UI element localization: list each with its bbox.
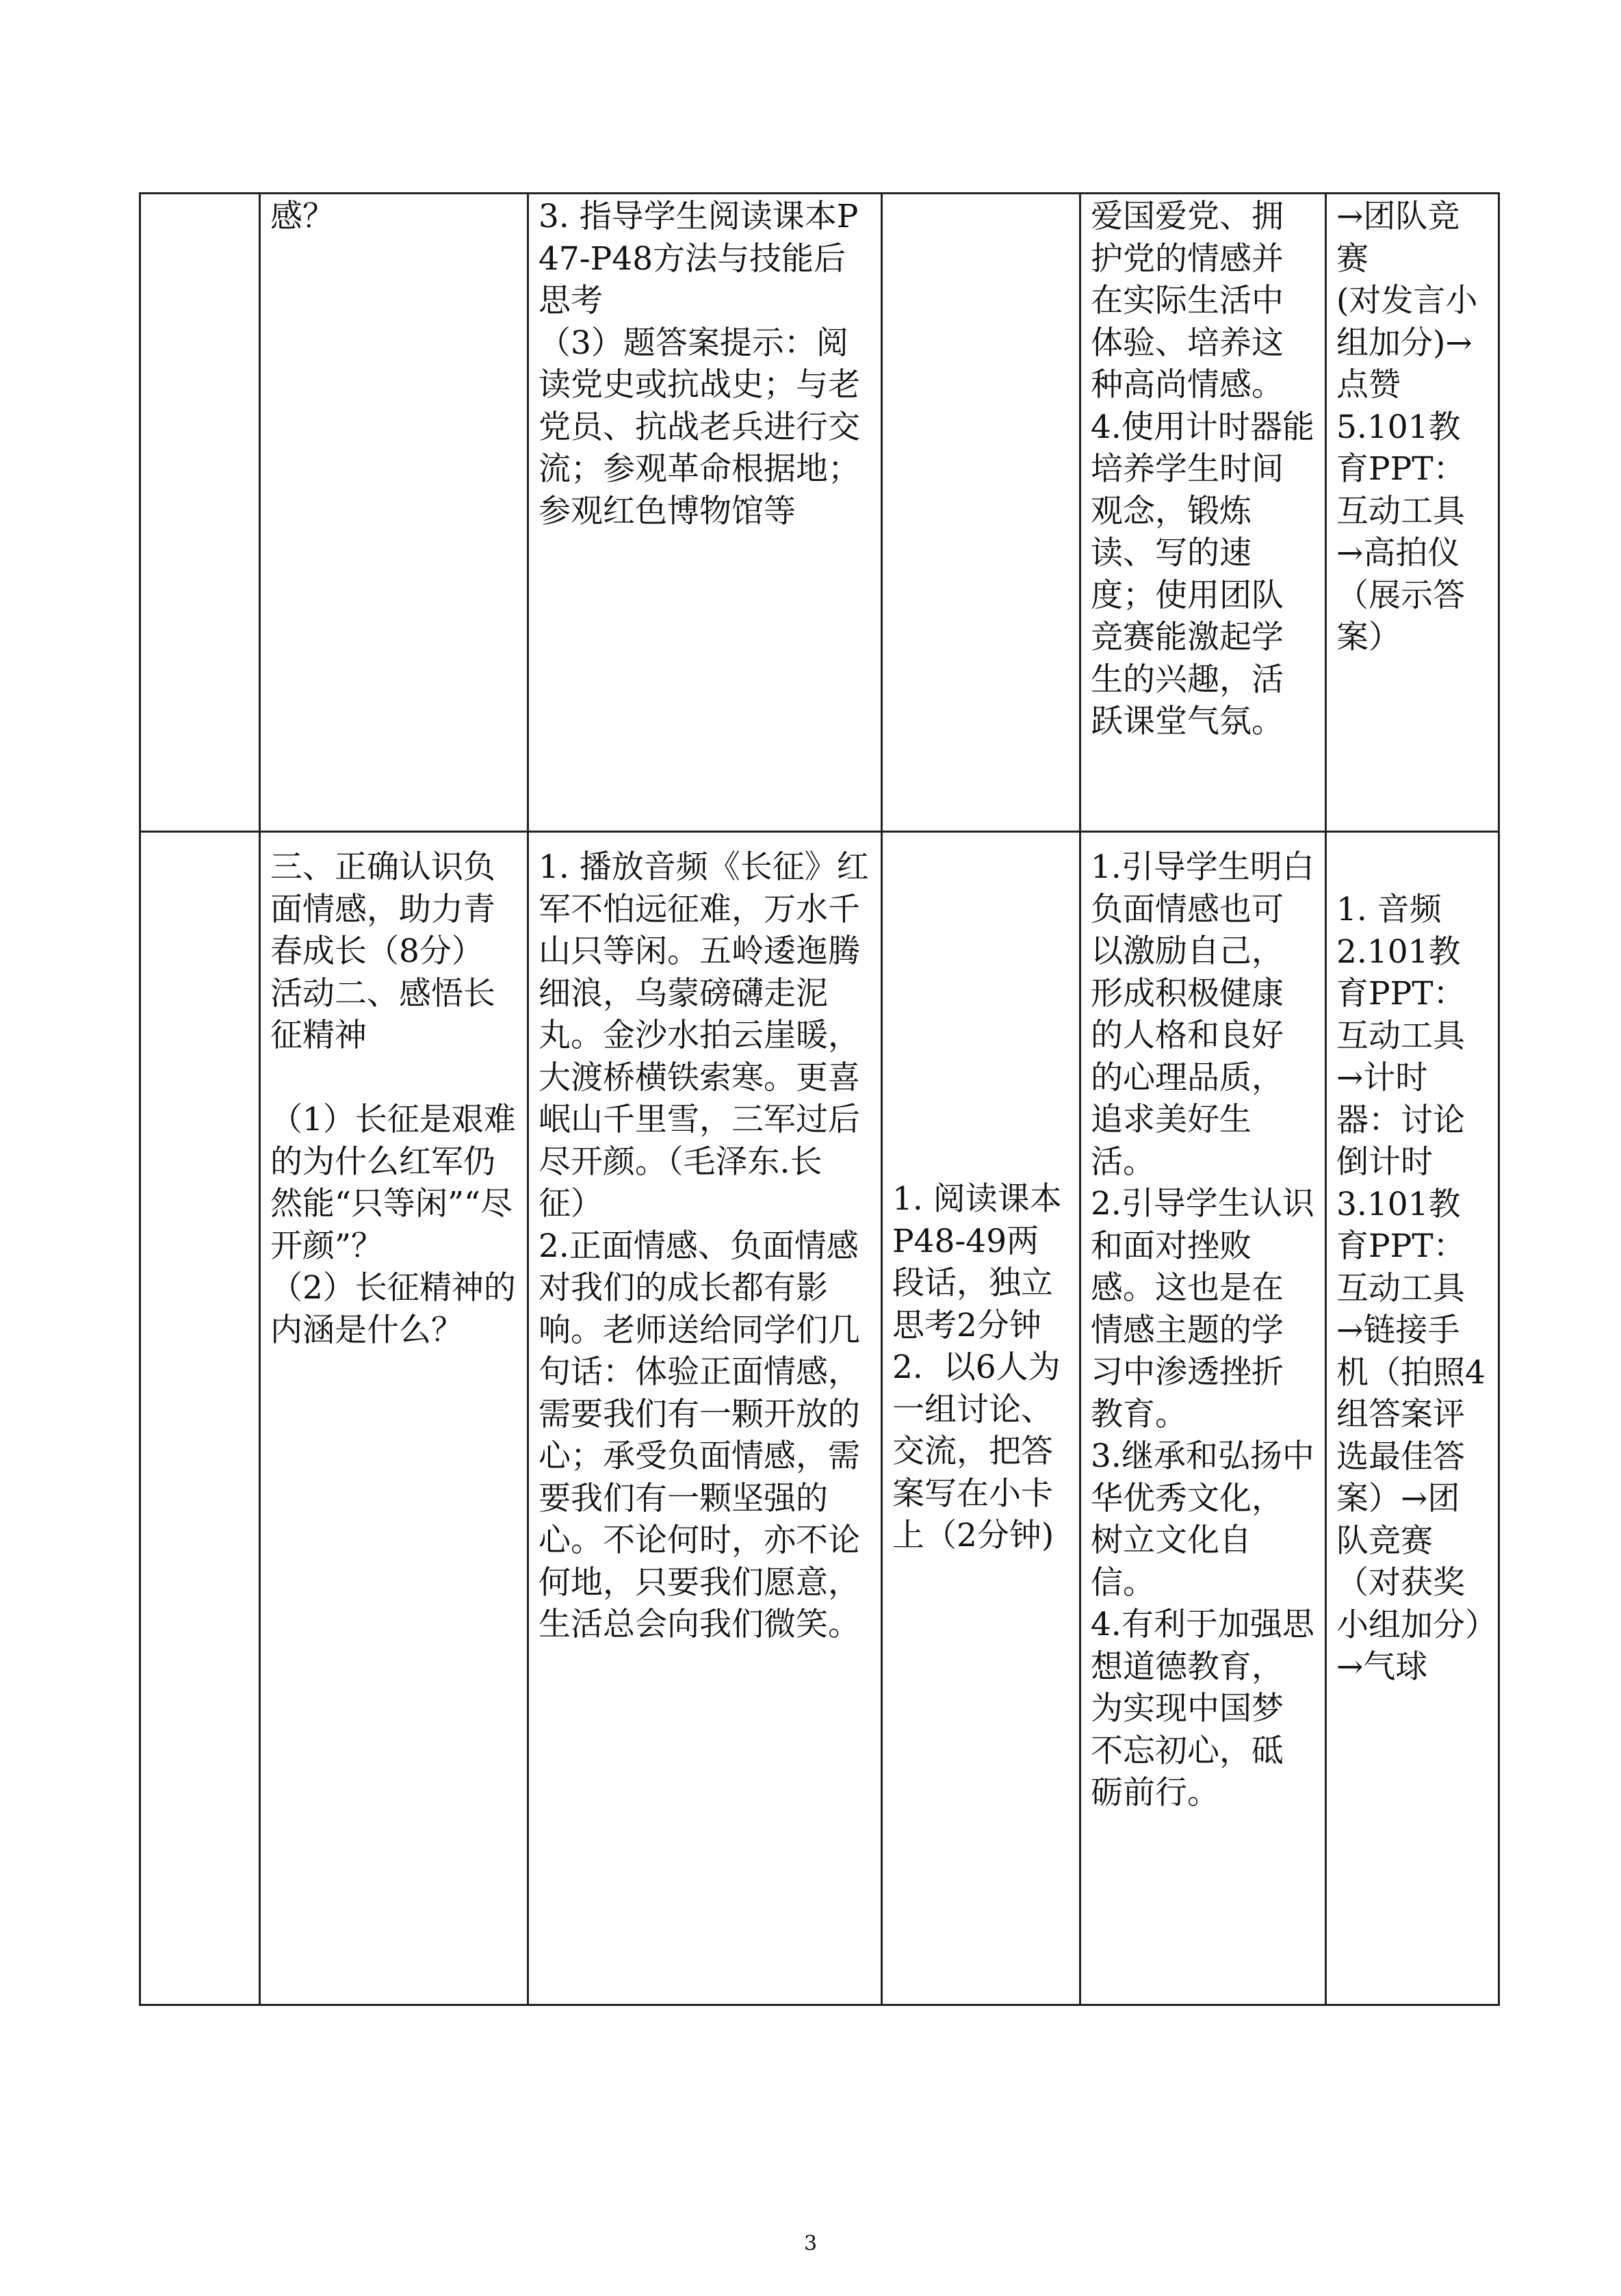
table-cell-teacher-activity: 3. 指导学生阅读课本P47-P48方法与技能后思考 （3）题答案提示：阅读党史或抗战史；与老党员、抗战老兵进行交流；参观革命根据地；参观红色博物馆等 xyxy=(528,194,882,832)
table-cell-stage xyxy=(140,194,260,832)
table-cell-content: 三、正确认识负面情感，助力青春成长（8分） 活动二、感悟长征精神 （1）长征是艰难的为什么红军仍然能“只等闲”“尽开颜”？ （2）长征精神的内涵是什么？ xyxy=(260,832,528,2005)
table-cell-student-activity: 1. 阅读课本P48-49两段话，独立思考2分钟 2. 以6人为一组讨论、交流，把答案写在小卡上（2分钟) xyxy=(882,832,1080,2005)
table-row xyxy=(140,194,1499,832)
table-cell-teacher-activity: 1. 播放音频《长征》红军不怕远征难，万水千山只等闲。五岭逶迤腾细浪，乌蒙磅礴走泥丸。金沙水拍云崖暖，大渡桥横铁索寒。更喜岷山千里雪，三军过后尽开颜。（毛泽东.长征） 2.正面情感、负面情感对我们的成长都有影响。老师送给同学们几句话：体验正面情感，需要我们有一颗开放的心；承受负面情感，需要我们有一颗坚强的心。不论何时，亦不论何地，只要我们愿意，生活总会向我们微笑。 xyxy=(528,832,882,2005)
table-cell-resources: →团队竞赛 (对发言小组加分)→点赞 5.101教育PPT：互动工具→高拍仪（展示答案） xyxy=(1326,194,1499,832)
table-cell-design-intent: 爱国爱党、拥护党的情感并在实际生活中体验、培养这种高尚情感。 4.使用计时器能培养学生时间观念，锻炼读、写的速度；使用团队竞赛能激起学生的兴趣，活跃课堂气氛。 xyxy=(1080,194,1326,832)
lesson-plan-table xyxy=(139,192,1500,2006)
table-cell-student-activity xyxy=(882,194,1080,832)
table-cell-design-intent: 1.引导学生明白负面情感也可以激励自己，形成积极健康的人格和良好的心理品质，追求美好生活。 2.引导学生认识和面对挫败感。这也是在情感主题的学习中渗透挫折教育。 3.继承和弘扬中华优秀文化，树立文化自信。 4.有利于加强思想道德教育，为实现中国梦不忘初心，砥砺前行。 xyxy=(1080,832,1326,2005)
table-cell-resources: 1. 音频 2.101教育PPT：互动工具→计时器：讨论倒计时 3.101教育PPT：互动工具→链接手机（拍照4组答案评选最佳答案）→团队竞赛（对获奖小组加分）→气球 xyxy=(1326,832,1499,2005)
table-cell-stage xyxy=(140,832,260,2005)
page-number: 3 xyxy=(803,2232,818,2256)
table-cell-content: 感？ xyxy=(260,194,528,832)
table-row xyxy=(140,832,1499,2005)
